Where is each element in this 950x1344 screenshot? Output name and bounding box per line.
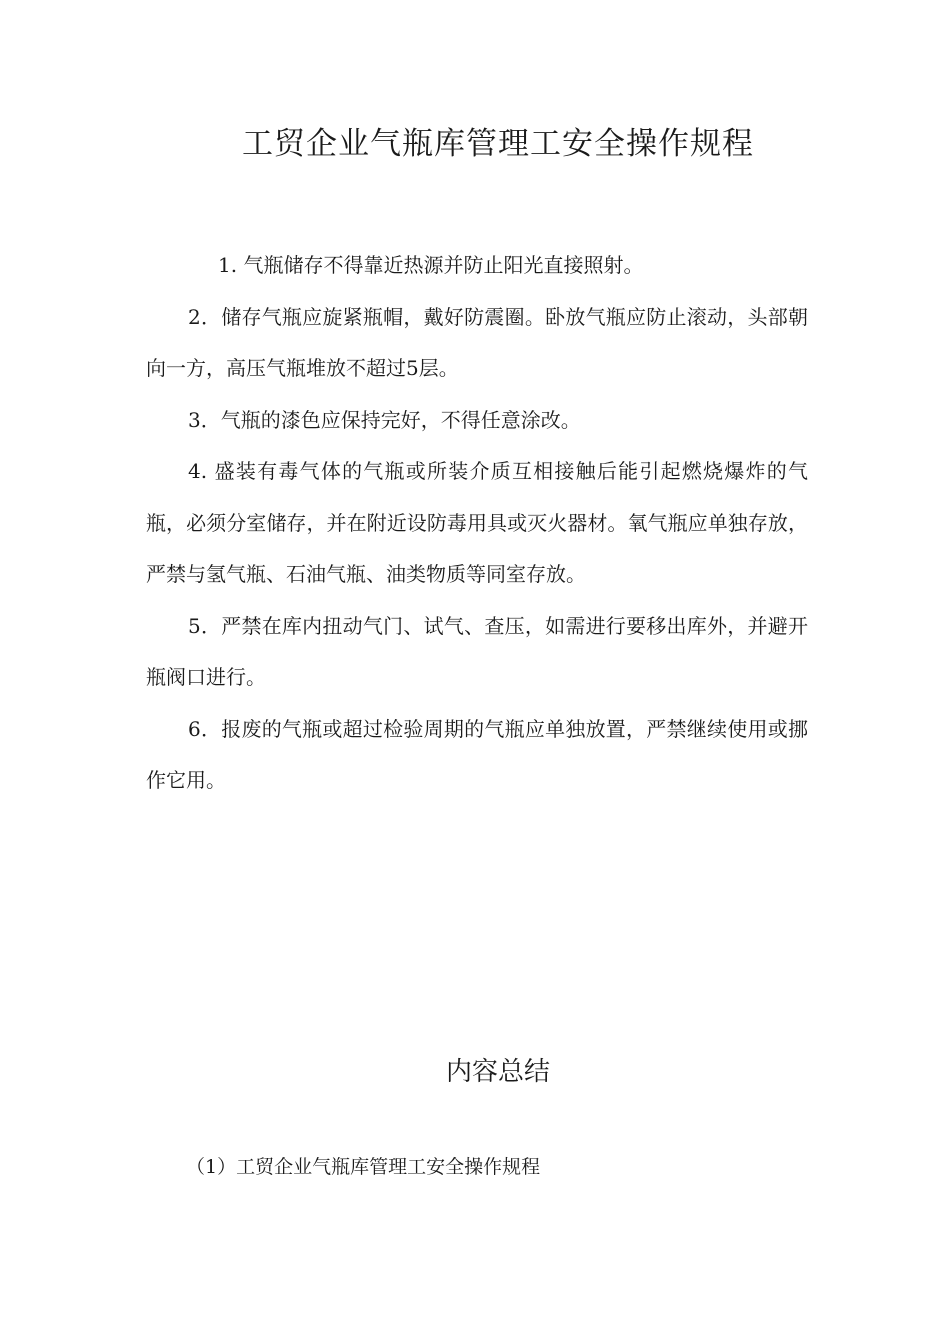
paragraph-6: 6．报废的气瓶或超过检验周期的气瓶应单独放置，严禁继续使用或挪作它用。 [146, 716, 808, 792]
paragraph-4: 4. 盛装有毒气体的气瓶或所装介质互相接触后能引起燃烧爆炸的气瓶，必须分室储存，并在附近设防毒用具或灭火器材。氧气瓶应单独存放，严禁与氢气瓶、石油气瓶、油类物质等同室存放。 [146, 459, 808, 586]
summary-heading: 内容总结 [446, 1057, 551, 1087]
paragraph-3: 3．气瓶的漆色应保持完好，不得任意涂改。 [188, 407, 581, 432]
paragraph-5: 5．严禁在库内扭动气门、试气、查压，如需进行要移出库外，并避开瓶阀口进行。 [146, 613, 808, 689]
summary-item-1: （1）工贸企业气瓶库管理工安全操作规程 [186, 1156, 541, 1178]
paragraph-1: 1. 气瓶储存不得靠近热源并防止阳光直接照射。 [218, 253, 644, 277]
document-body [146, 240, 808, 807]
document-title: 工贸企业气瓶库管理工安全操作规程 [242, 126, 754, 162]
paragraph-2: 2．储存气瓶应旋紧瓶帽，戴好防震圈。卧放气瓶应防止滚动，头部朝向一方，高压气瓶堆放不超过5层。 [146, 304, 808, 380]
